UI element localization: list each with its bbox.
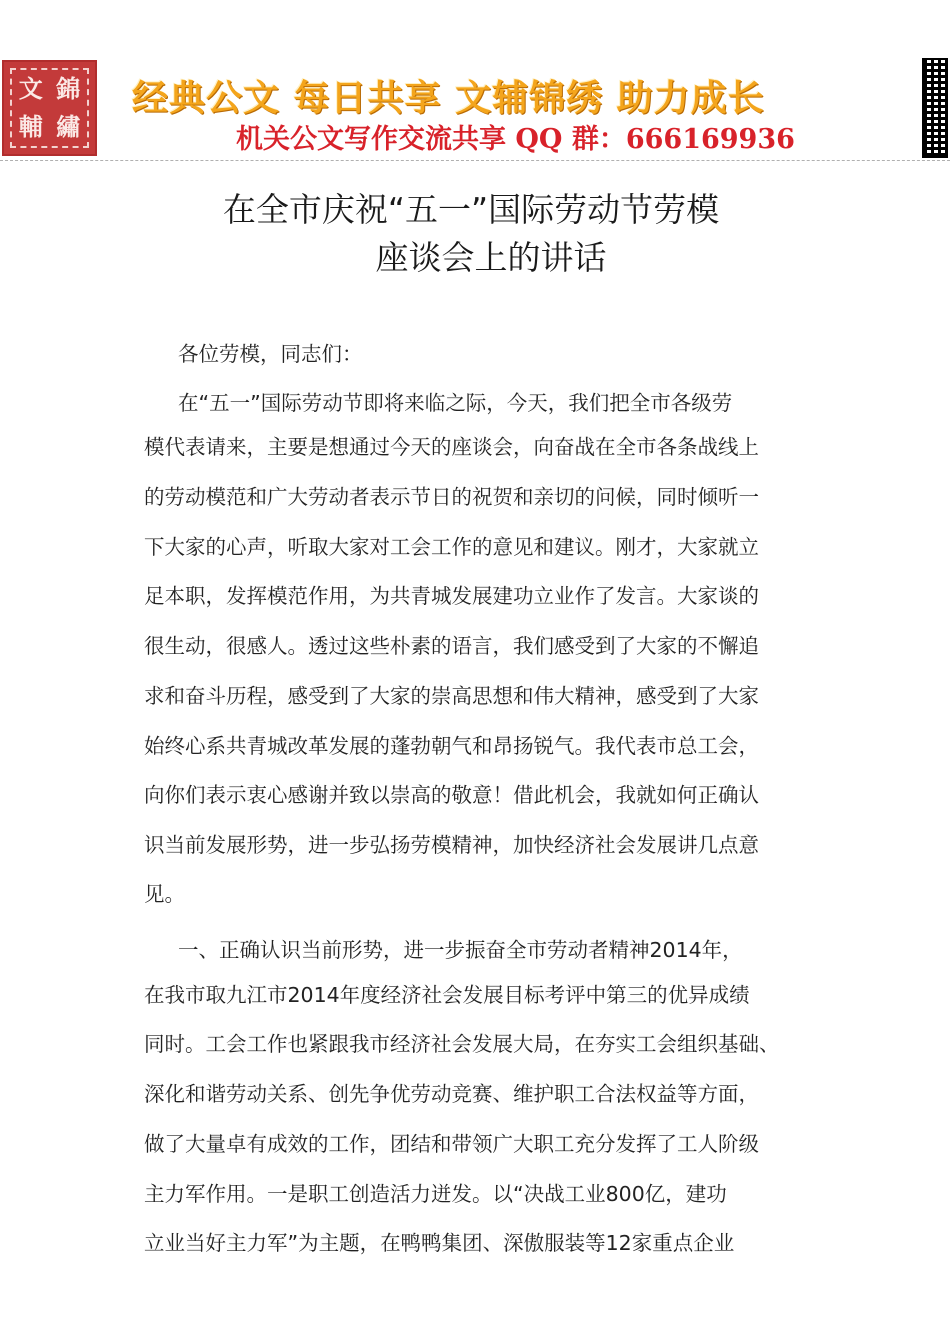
body-line: 立业当好主力军”为主题，在鸭鸭集团、深傲服装等12家重点企业 xyxy=(144,1231,735,1255)
body-line: 的劳动模范和广大劳动者表示节日的祝贺和亲切的问候，同时倾听一 xyxy=(144,485,759,509)
body-line: 很生动，很感人。透过这些朴素的语言，我们感受到了大家的不懈追 xyxy=(144,634,759,658)
body-line: 在我市取九江市2014年度经济社会发展目标考评中第三的优异成绩 xyxy=(144,983,750,1007)
page-title-line-1: 在全市庆祝“五一”国际劳动节劳模 xyxy=(222,190,720,229)
body-line: 始终心系共青城改革发展的蓬勃朝气和昂扬锐气。我代表市总工会， xyxy=(144,734,759,758)
header-divider xyxy=(0,160,950,161)
body-line: 同时。工会工作也紧跟我市经济社会发展大局，在夯实工会组织基础、 xyxy=(144,1032,780,1056)
salutation: 各位劳模，同志们： xyxy=(178,342,363,366)
seal-char: 輔 xyxy=(18,112,43,141)
body-line: 求和奋斗历程，感受到了大家的崇高思想和伟大精神，感受到了大家 xyxy=(144,684,759,708)
banner-slogan: 经典公文 每日共享 文辅锦绣 助力成长 xyxy=(132,77,765,119)
body-line: 在“五一”国际劳动节即将来临之际，今天，我们把全市各级劳 xyxy=(178,391,733,415)
body-line: 向你们表示衷心感谢并致以崇高的敬意！借此机会，我就如何正确认 xyxy=(144,783,759,807)
section-heading-line: 一、正确认识当前形势，进一步振奋全市劳动者精神2014年， xyxy=(178,938,743,962)
qr-code-icon xyxy=(922,58,948,158)
body-line: 识当前发展形势，进一步弘扬劳模精神，加快经济社会发展讲几点意 xyxy=(144,833,759,857)
seal-char: 文 xyxy=(18,74,43,103)
seal-char: 繡 xyxy=(56,112,81,141)
body-line: 足本职，发挥模范作用，为共青城发展建功立业作了发言。大家谈的 xyxy=(144,584,759,608)
body-line: 见。 xyxy=(144,882,185,906)
body-line: 深化和谐劳动关系、创先争优劳动竞赛、维护职工合法权益等方面， xyxy=(144,1082,759,1106)
body-line: 下大家的心声，听取大家对工会工作的意见和建议。刚才，大家就立 xyxy=(144,535,759,559)
body-line: 主力军作用。一是职工创造活力迸发。以“决战工业800亿，建功 xyxy=(144,1182,727,1206)
page-title-line-2: 座谈会上的讲话 xyxy=(375,238,607,277)
header-banner xyxy=(0,0,950,162)
body-line: 模代表请来，主要是想通过今天的座谈会，向奋战在全市各条战线上 xyxy=(144,435,759,459)
seal-inner xyxy=(10,68,89,148)
banner-qq-group: 机关公文写作交流共享 QQ 群：666169936 xyxy=(236,124,795,155)
seal-char: 錦 xyxy=(56,74,81,103)
body-line: 做了大量卓有成效的工作，团结和带领广大职工充分发挥了工人阶级 xyxy=(144,1132,759,1156)
seal-logo xyxy=(2,60,97,156)
